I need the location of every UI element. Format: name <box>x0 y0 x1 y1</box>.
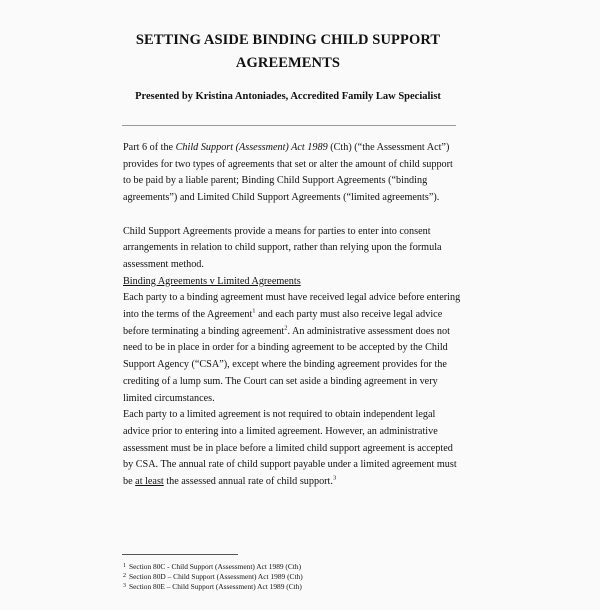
section-heading: Binding Agreements v Limited Agreements <box>123 275 301 287</box>
paragraph-limited: Each party to a limited agreement is not required to obtain independent legal advice prior to entering into a limited agreement. However, an administrative assessment must be in place before a limited child support agreement is accepted by CSA. The annual rate of child support payable under a limited agreement must be at least the assessed annual rate of child support.$^3$ <box>123 409 457 488</box>
presenter-line: Presented by Kristina Antoniades, Accredited Family Law Specialist <box>135 91 441 102</box>
footnote-1: $^1$ Section 80C - Child Support (Assessment) Act 1989 (Cth) <box>123 562 302 571</box>
act-title: Child Support (Assessment) Act 1989 <box>175 142 328 153</box>
header-divider <box>122 125 456 126</box>
footnote-divider <box>122 554 238 555</box>
document-body <box>123 140 463 491</box>
paragraph-binding: Each party to a binding agreement must have received legal advice before entering into the terms of the Agreement$^1$ and each party must also receive legal advice before terminating a binding agreement$^2$. An administrative assessment does not need to be in place in order for a binding agreement to be accepted by the Child Support Agency (“CSA”), except where the binding agreement provides for the crediting of a lump sum. The Court can set aside a binding agreement in very limited circumstances. <box>123 292 461 404</box>
footnote-2: $^2$ Section 80D – Child Support (Assessment) Act 1989 (Cth) <box>123 572 303 581</box>
paragraph-purpose: Child Support Agreements provide a means for parties to enter into consent arrangements in relation to child support, rather than relying upon the formula assessment method. <box>123 225 442 270</box>
footnote-ref-2: 2 <box>284 324 288 332</box>
title-line-1: SETTING ASIDE BINDING CHILD SUPPORT <box>135 32 441 48</box>
title-line-2: AGREEMENTS <box>235 55 341 71</box>
footnote-ref-1: 1 <box>252 307 256 315</box>
paragraph-intro: Part 6 of the Child Support (Assessment) Act 1989 (Cth) (“the Assessment Act”) provides for two types of agreements that set or alter the amount of child support to be paid by a liable parent; Binding Child Support Agreements (“binding agreements”) and Limited Child Support Agreements (“limited agreements”). <box>123 142 453 204</box>
document-title <box>120 29 456 75</box>
footnotes <box>123 562 463 592</box>
footnote-ref-3: 3 <box>332 474 337 482</box>
footnote-3: $^3$ Section 80E – Child Support (Assessment) Act 1989 (Cth) <box>123 582 302 591</box>
emphasis-at-least: at least <box>135 476 164 488</box>
